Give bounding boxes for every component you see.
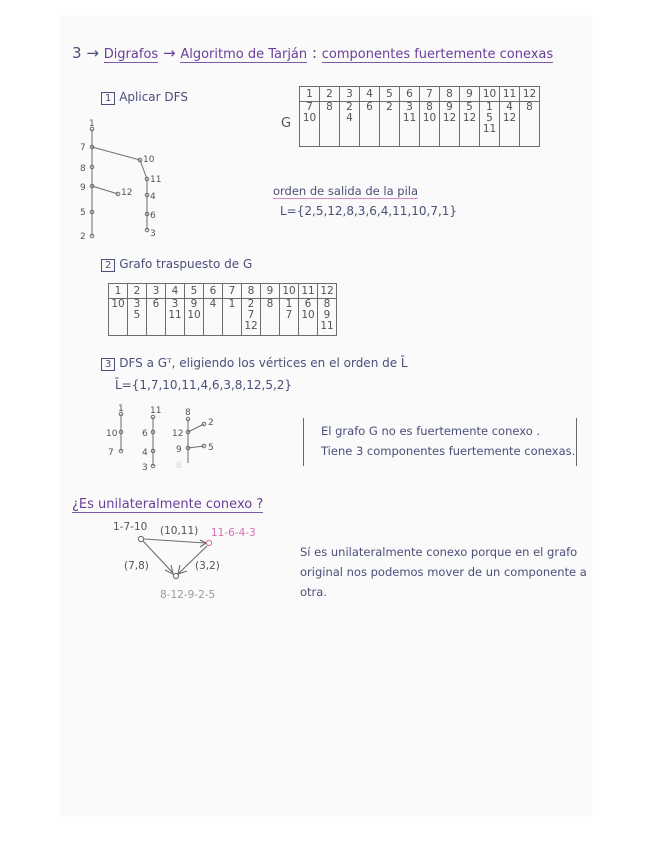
- tableG-cell-8: 9 12: [440, 102, 460, 147]
- adjacency-table-g: [299, 86, 540, 147]
- tableT-header-7: 7: [223, 284, 242, 299]
- stack-order-value: L={2,5,12,8,3,6,4,11,10,7,1}: [280, 204, 458, 218]
- component-label-c: 8-12-9-2-5: [160, 589, 216, 601]
- tableG-cell-9: 5 12: [460, 102, 480, 147]
- tree-g-node-12: 12: [121, 188, 133, 198]
- tree-g-node-8: 8: [80, 164, 86, 174]
- tree-g-node-9: 9: [80, 183, 86, 193]
- step1-label: Aplicar DFS: [119, 90, 188, 104]
- edge-label-3-2: (3,2): [195, 560, 220, 572]
- tree-gt-node-5: 5: [208, 443, 214, 453]
- title-colon: :: [311, 44, 317, 62]
- tree-gt-node-9: 9: [176, 445, 182, 455]
- section-title: [72, 46, 553, 61]
- step1-heading: [101, 91, 188, 104]
- section-number: 3: [72, 44, 82, 62]
- tableT-header-6: 6: [204, 284, 223, 299]
- tableG-cell-3: 2 4: [340, 102, 360, 147]
- answer-line-3: otra.: [300, 585, 327, 599]
- edge-label-7-8: (7,8): [124, 560, 149, 572]
- step3-label: DFS a Gᵀ, eligiendo los vértices en el orden de L̄: [119, 356, 408, 370]
- tableT-cell-8: 2 7 12: [242, 299, 261, 336]
- tableT-cell-6: 4: [204, 299, 223, 336]
- tableG-cell-2: 8: [320, 102, 340, 147]
- step3-number-box: 3: [101, 358, 115, 371]
- tableT-header-11: 11: [299, 284, 318, 299]
- step3-heading: [101, 357, 408, 370]
- tableT-header-3: 3: [147, 284, 166, 299]
- tableG-cell-12: 8: [520, 102, 540, 147]
- tree-gt-node-3: 3: [142, 463, 148, 473]
- tableG-cell-6: 3 11: [400, 102, 420, 147]
- tableT-header-5: 5: [185, 284, 204, 299]
- answer-line-1: Sí es unilateralmente conexo porque en el grafo: [300, 545, 578, 559]
- tree-gt-node-12: 12: [172, 429, 184, 439]
- tableT-cell-2: 3 5: [128, 299, 147, 336]
- tableG-cell-7: 8 10: [420, 102, 440, 147]
- tableG-header-10: 10: [480, 87, 500, 102]
- answer-line-2: original nos podemos mover de un componente a: [300, 565, 587, 579]
- tree-g-node-7: 7: [80, 143, 86, 153]
- stack-order-text: orden de salida de la pila: [273, 184, 419, 198]
- component-label-a: 1-7-10: [113, 521, 148, 533]
- tableT-cell-1: 10: [109, 299, 128, 336]
- tableG-cell-10: 1 5 11: [480, 102, 500, 147]
- tableT-header-10: 10: [280, 284, 299, 299]
- tree-gt-node-11: 11: [150, 406, 162, 416]
- step3-order: L̄={1,7,10,11,4,6,3,8,12,5,2}: [115, 378, 293, 392]
- tableT-header-8: 8: [242, 284, 261, 299]
- tree-gt-node-8-faint: 8: [176, 461, 182, 471]
- tableT-header-1: 1: [109, 284, 128, 299]
- tableT-header-2: 2: [128, 284, 147, 299]
- tableT-cell-5: 9 10: [185, 299, 204, 336]
- tableT-cell-7: 1: [223, 299, 242, 336]
- conclusion-line-1: El grafo G no es fuertemente conexo .: [321, 424, 541, 438]
- tree-g-node-3: 3: [150, 229, 156, 239]
- stack-order-label: [273, 186, 418, 198]
- tableG-header-5: 5: [380, 87, 400, 102]
- tableG-cell-11: 4 12: [500, 102, 520, 147]
- tree-g-node-5: 5: [80, 208, 86, 218]
- tree-g-node-11: 11: [150, 175, 162, 185]
- tree-g-node-2: 2: [80, 232, 86, 242]
- tree-gt-node-10: 10: [106, 429, 118, 439]
- adjacency-table-transpose: [108, 283, 337, 336]
- step2-heading: [101, 258, 252, 271]
- tree-gt-node-1: 1: [118, 404, 124, 414]
- tableT-cell-12: 8 9 11: [318, 299, 337, 336]
- graph-g-label: G: [281, 116, 292, 131]
- edge-label-10-11: (10,11): [160, 525, 199, 537]
- tableG-cell-4: 6: [360, 102, 380, 147]
- tableT-cell-9: 8: [261, 299, 280, 336]
- unilateral-question-text: ¿Es unilateralmente conexo ?: [72, 497, 264, 512]
- tableG-header-4: 4: [360, 87, 380, 102]
- tableG-header-11: 11: [500, 87, 520, 102]
- tableG-header-7: 7: [420, 87, 440, 102]
- tree-g-node-4: 4: [150, 192, 156, 202]
- title-digrafos: Digrafos: [103, 47, 159, 62]
- tableG-header-8: 8: [440, 87, 460, 102]
- tableT-cell-11: 6 10: [299, 299, 318, 336]
- tableG-header-6: 6: [400, 87, 420, 102]
- tableG-header-1: 1: [300, 87, 320, 102]
- step2-number-box: 2: [101, 259, 115, 272]
- tableG-header-3: 3: [340, 87, 360, 102]
- step1-number-box: 1: [101, 92, 115, 105]
- tableG-header-9: 9: [460, 87, 480, 102]
- tableT-header-12: 12: [318, 284, 337, 299]
- tree-gt-node-2: 2: [208, 418, 214, 428]
- tableT-cell-10: 1 7: [280, 299, 299, 336]
- tableG-cell-1: 7 10: [300, 102, 320, 147]
- unilateral-question: [72, 498, 263, 511]
- tree-gt-node-7: 7: [108, 448, 114, 458]
- tree-gt-node-8: 8: [185, 408, 191, 418]
- step2-label: Grafo traspuesto de G: [119, 257, 253, 271]
- tableG-header-2: 2: [320, 87, 340, 102]
- conclusion-line-2: Tiene 3 componentes fuertemente conexas.: [321, 444, 576, 458]
- tree-g-node-1: 1: [89, 119, 95, 129]
- tableG-cell-5: 2: [380, 102, 400, 147]
- tree-g-node-6: 6: [150, 211, 156, 221]
- tree-gt-node-6: 6: [142, 429, 148, 439]
- tree-g-node-10: 10: [143, 155, 155, 165]
- title-arrow-1: →: [86, 44, 99, 62]
- title-arrow-2: →: [162, 44, 176, 62]
- tableT-cell-3: 6: [147, 299, 166, 336]
- tableT-cell-4: 3 11: [166, 299, 185, 336]
- tableT-header-9: 9: [261, 284, 280, 299]
- tableT-header-4: 4: [166, 284, 185, 299]
- tableG-header-12: 12: [520, 87, 540, 102]
- title-algorithm: Algoritmo de Tarján: [180, 47, 308, 62]
- tree-gt-node-4: 4: [142, 448, 148, 458]
- title-components: componentes fuertemente conexas: [321, 47, 554, 62]
- component-label-b: 11-6-4-3: [211, 527, 256, 539]
